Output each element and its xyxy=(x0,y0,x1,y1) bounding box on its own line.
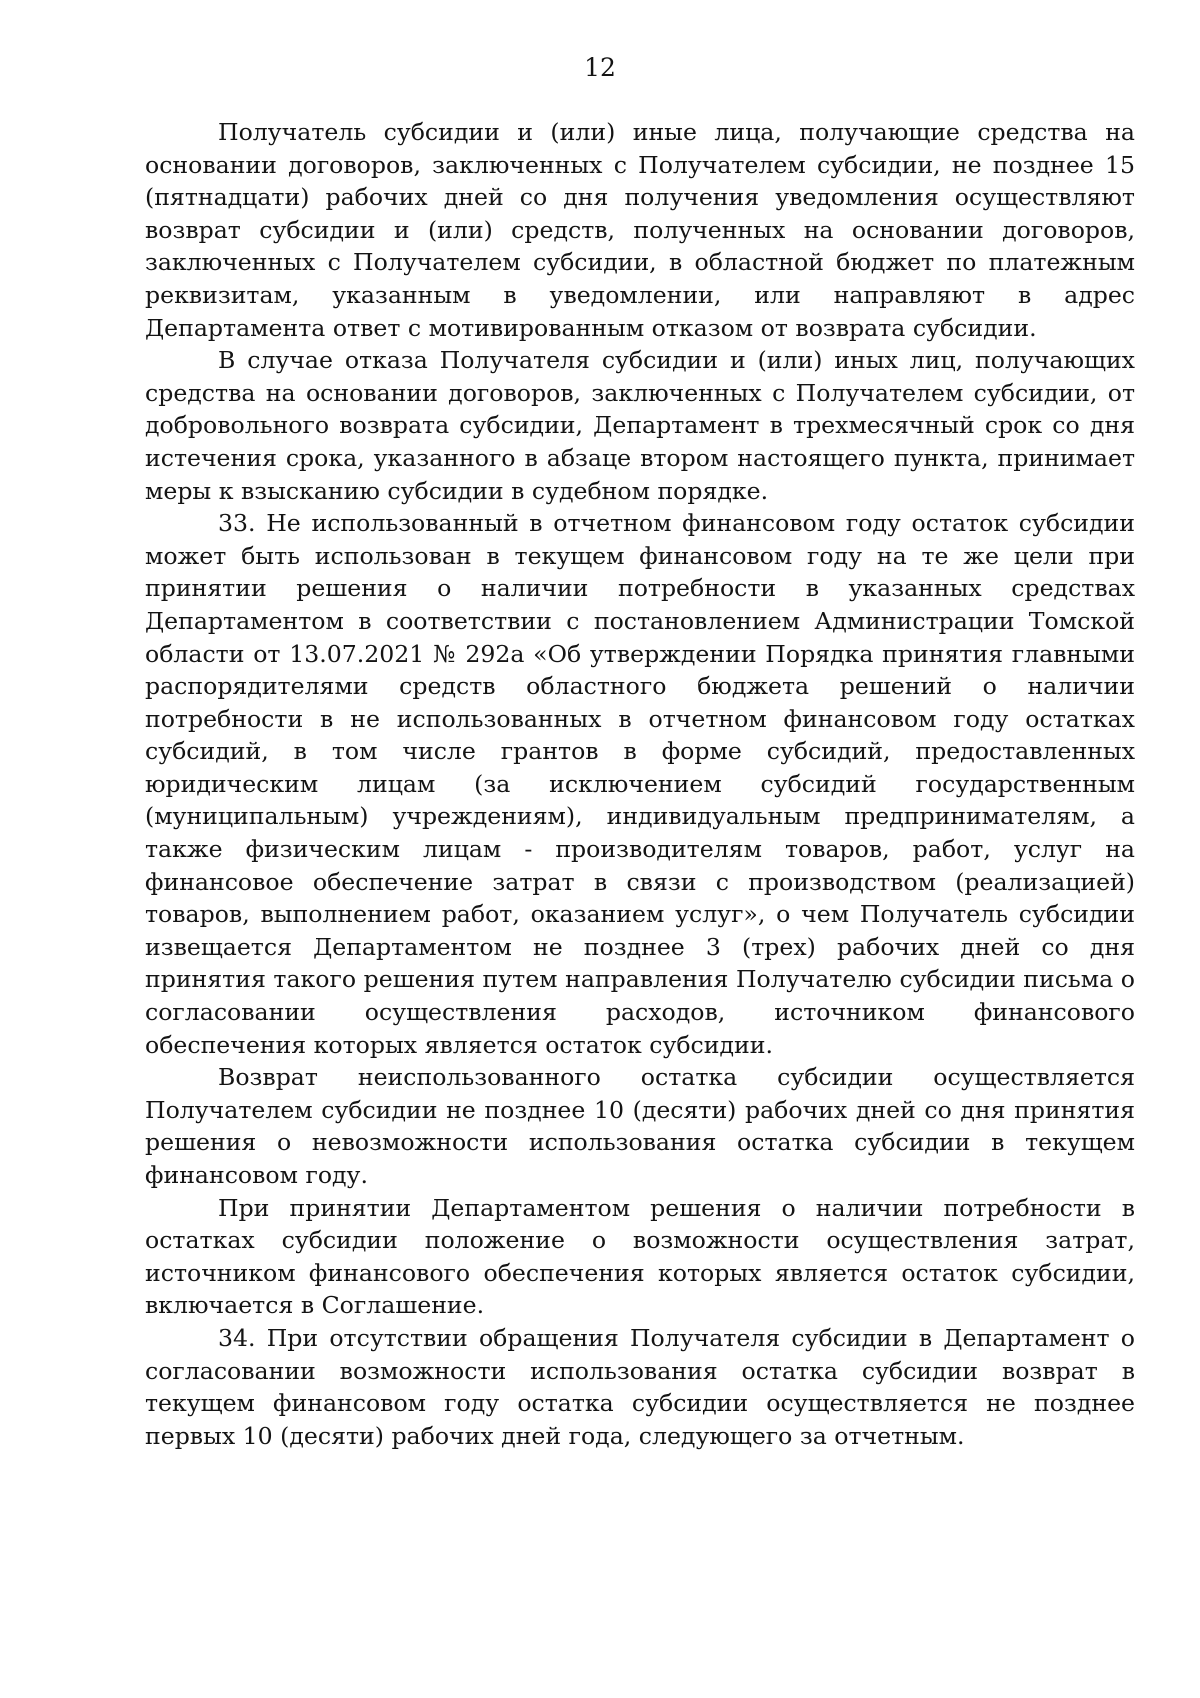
paragraph-agreement-inclusion: При принятии Департаментом решения о наличии потребности в остатках субсидии положение о возможности осуществления затрат, источником финансового обеспечения которых является остаток субсидии, включается в Соглашение. xyxy=(145,1193,1135,1320)
paragraph-refusal-recovery: В случае отказа Получателя субсидии и (или) иных лиц, получающих средства на основании договоров, заключенных с Получателем субсидии, от добровольного возврата субсидии, Департамент в трехмесячный срок со дня истечения срока, указанного в абзаце втором настоящего пункта, принимает меры к взысканию субсидии в судебном порядке. xyxy=(145,346,1135,505)
page-number: 12 xyxy=(584,53,616,82)
paragraph-unused-balance-return: Возврат неиспользованного остатка субсидии осуществляется Получателем субсидии не позднее 10 (десяти) рабочих дней со дня принятия решения о невозможности использования остатка субсидии в текущем финансовом году. xyxy=(145,1063,1135,1189)
paragraph-item-34: 34. При отсутствии обращения Получателя субсидии в Департамент о согласовании возможности использования остатка субсидии возврат в текущем финансовом году остатка субсидии осуществляется не позднее первых 10 (десяти) рабочих дней года, следующего за отчетным. xyxy=(145,1323,1135,1450)
document-body xyxy=(145,116,1135,1452)
paragraph-item-33: 33. Не использованный в отчетном финансовом году остаток субсидии может быть использован в текущем финансовом году на те же цели при принятии решения о наличии потребности в указанных средствах Департаментом в соответствии с постановлением Администрации Томской области от 13.07.2021 № 292а «Об утверждении Порядка принятия главными распорядителями средств областного бюджета решений о наличии потребности в не использованных в отчетном финансовом году остатках субсидий, в том числе грантов в форме субсидий, предоставленных юридическим лицам (за исключением субсидий государственным (муниципальным) учреждениям), индивидуальным предпринимателям, а также физическим лицам - производителям товаров, работ, услуг на финансовое обеспечение затрат в связи с производством (реализацией) товаров, выполнением работ, оказанием услуг», о чем Получатель субсидии извещается Департаментом не позднее 3 (трех) рабочих дней со дня принятия такого решения путем направления Получателю субсидии письма о согласовании осуществления расходов, источником финансового обеспечения которых является остаток субсидии. xyxy=(145,509,1135,1059)
paragraph-refund-procedure: Получатель субсидии и (или) иные лица, получающие средства на основании договоров, заключенных с Получателем субсидии, не позднее 15 (пятнадцати) рабочих дней со дня получения уведомления осуществляют возврат субсидии и (или) средств, полученных на основании договоров, заключенных с Получателем субсидии, в областной бюджет по платежным реквизитам, указанным в уведомлении, или направляют в адрес Департамента ответ с мотивированным отказом от возврата субсидии. xyxy=(145,118,1135,342)
